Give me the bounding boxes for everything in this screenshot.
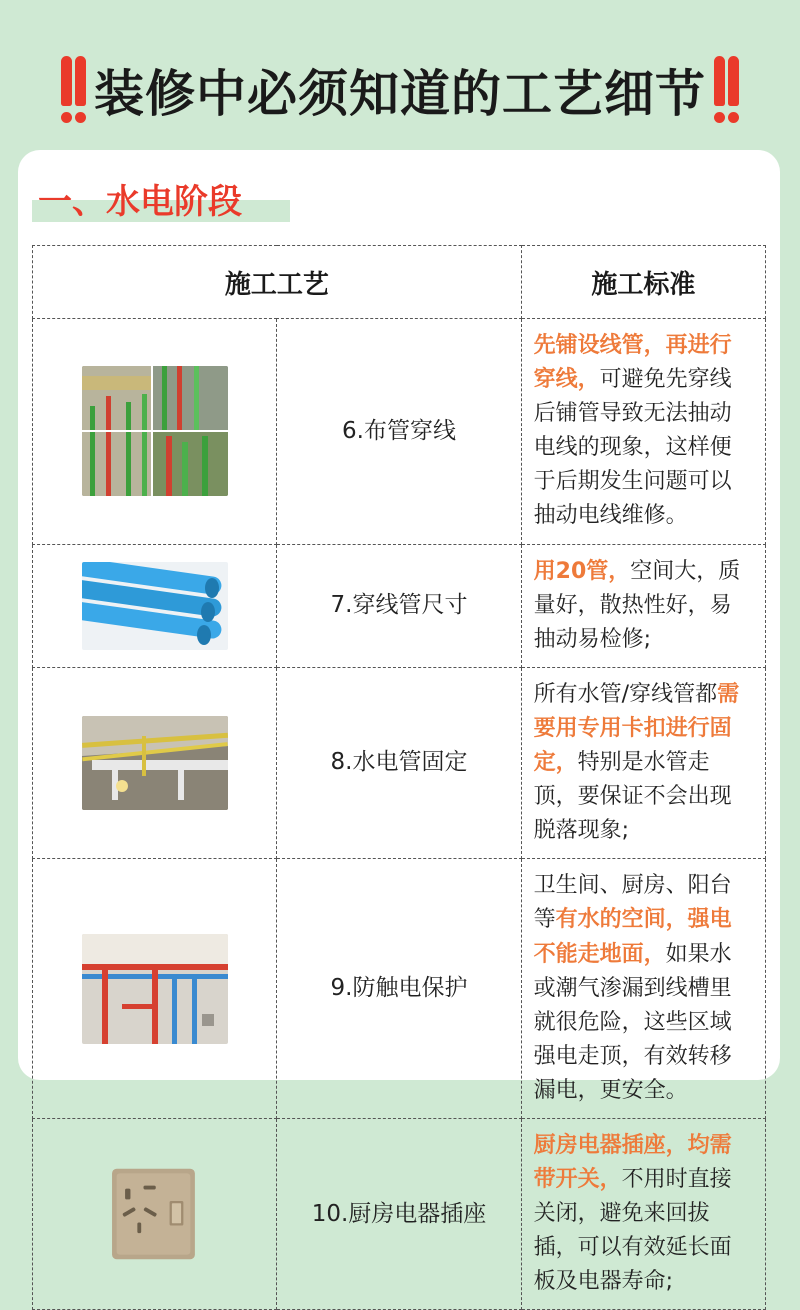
row-desc bbox=[521, 859, 765, 1119]
table-row bbox=[33, 319, 766, 545]
header-process: 施工工艺 bbox=[33, 246, 522, 319]
desc-text-pre: 所有水管/穿线管都 bbox=[533, 681, 718, 707]
desc-highlight: 先铺设线管，再进行穿线， bbox=[533, 333, 732, 393]
row-desc bbox=[521, 544, 765, 667]
section-title: 一、水电阶段 bbox=[38, 181, 242, 222]
header-standard: 施工标准 bbox=[521, 246, 765, 319]
exclamation-icon-left bbox=[61, 50, 86, 130]
table-header-row bbox=[33, 246, 766, 319]
row-name: 8.水电管固定 bbox=[277, 667, 521, 858]
desc-highlight: 用20管， bbox=[533, 558, 631, 584]
desc-text: 可避免先穿线后铺管导致无法抽动电线的现象，这样便于后期发生问题可以抽动电线维修。 bbox=[533, 367, 732, 529]
row-name: 6.布管穿线 bbox=[277, 319, 521, 545]
desc-text: 特别是水管走顶，要保证不会出现脱落现象; bbox=[533, 750, 732, 844]
desc-text-pre: 卫生间、厨房、阳台等 bbox=[533, 873, 732, 933]
title-bar bbox=[0, 40, 800, 140]
table-row bbox=[33, 667, 766, 858]
desc-text: 如果水或潮气渗漏到线槽里就很危险，这些区域强电走顶，有效转移漏电，更安全。 bbox=[533, 941, 732, 1103]
row-desc bbox=[521, 319, 765, 545]
row-name: 9.防触电保护 bbox=[277, 859, 521, 1119]
desc-highlight: 需要用专用卡扣进行固定， bbox=[533, 681, 740, 776]
table-row bbox=[33, 544, 766, 667]
desc-text: 不用时直接关闭，避免来回拔插，可以有效延长面板及电器寿命; bbox=[533, 1167, 732, 1295]
red-blue-conduit-photo bbox=[82, 934, 228, 1044]
ceiling-pipes-photo bbox=[82, 716, 228, 810]
desc-text: 空间大，质量好，散热性好，易抽动易检修; bbox=[533, 558, 741, 652]
row-image-cell bbox=[33, 667, 277, 858]
row-name: 7.穿线管尺寸 bbox=[277, 544, 521, 667]
row-image-cell bbox=[33, 859, 277, 1119]
table-row bbox=[33, 859, 766, 1119]
process-table bbox=[32, 245, 766, 1310]
content-card bbox=[18, 150, 780, 1295]
table-row bbox=[33, 1118, 766, 1309]
switched-socket-photo bbox=[99, 1153, 211, 1275]
conduit-wiring-photo bbox=[82, 366, 228, 496]
desc-highlight: 有水的空间，强电不能走地面， bbox=[533, 907, 732, 967]
row-image-cell bbox=[33, 544, 277, 667]
page-title: 装修中必须知道的工艺细节 bbox=[94, 65, 706, 123]
row-desc bbox=[521, 667, 765, 858]
blue-pipes-photo bbox=[82, 562, 228, 650]
section-heading bbox=[32, 172, 242, 224]
exclamation-icon-right bbox=[714, 50, 739, 130]
desc-highlight: 厨房电器插座，均需带开关， bbox=[533, 1132, 732, 1193]
row-desc bbox=[521, 1118, 765, 1309]
row-image-cell bbox=[33, 319, 277, 545]
row-name: 10.厨房电器插座 bbox=[277, 1118, 521, 1309]
row-image-cell bbox=[33, 1118, 277, 1309]
